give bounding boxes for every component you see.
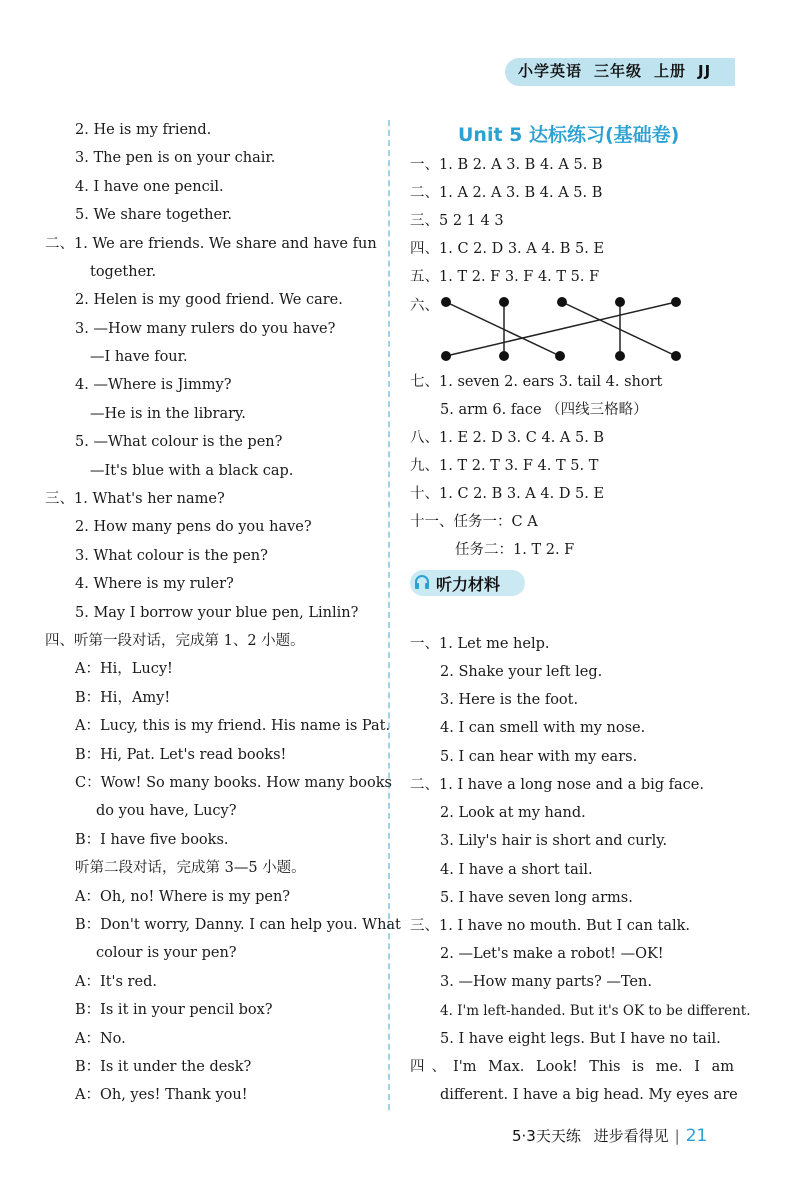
- listening-line: 2. Look at my hand.: [440, 805, 586, 821]
- left-line: B：Hi，Amy!: [75, 690, 171, 706]
- listening-line: 5. I have seven long arms.: [440, 890, 633, 906]
- left-line: 2. He is my friend.: [75, 122, 212, 138]
- listening-line: 3. —How many parts? —Ten.: [440, 974, 652, 990]
- left-line: 3. —How many rulers do you have?: [75, 321, 336, 337]
- match-line: [562, 302, 676, 356]
- left-line: A：It's red.: [75, 974, 157, 990]
- left-line: B：Is it under the desk?: [75, 1059, 252, 1075]
- left-line: A：Oh, yes! Thank you!: [75, 1087, 248, 1103]
- left-line: 四、听第一段对话，完成第 1、2 小题。: [45, 633, 305, 649]
- answer-line: 5. arm 6. face （四线三格略）: [440, 402, 648, 418]
- listening-line: 5. I can hear with my ears.: [440, 749, 638, 765]
- left-line: 二、1. We are friends. We share and have fun: [45, 236, 377, 252]
- matching-diagram: [430, 290, 690, 370]
- unit-title: Unit 5 达标练习(基础卷): [458, 124, 680, 146]
- answer-line: 一、1. B 2. A 3. B 4. A 5. B: [410, 157, 603, 173]
- answer-line: 任务二：1. T 2. F: [455, 542, 575, 558]
- answer-line: 十、1. C 2. B 3. A 4. D 5. E: [410, 486, 605, 502]
- left-line: 三、1. What's her name?: [45, 491, 225, 507]
- listening-line: 4. I'm left-handed. But it's OK to be different.: [440, 1003, 751, 1019]
- listening-line: 四、I'm Max. Look! This is me. I am: [410, 1059, 734, 1075]
- answer-line: 八、1. E 2. D 3. C 4. A 5. B: [410, 430, 605, 446]
- answer-line: 六、: [410, 298, 439, 314]
- listening-line: different. I have a big head. My eyes are: [440, 1087, 738, 1103]
- headphones-icon: [414, 574, 430, 590]
- match-dot: [555, 351, 565, 361]
- answer-line: 五、1. T 2. F 3. F 4. T 5. F: [410, 269, 600, 285]
- left-line: 听第二段对话，完成第 3—5 小题。: [75, 860, 306, 876]
- page-footer: [512, 1125, 707, 1146]
- left-line: 2. How many pens do you have?: [75, 519, 312, 535]
- match-dot: [441, 297, 451, 307]
- listening-line: 2. —Let's make a robot! —OK!: [440, 946, 664, 962]
- listening-line: 3. Here is the foot.: [440, 692, 579, 708]
- footer-separator: |: [674, 1127, 680, 1145]
- match-dot: [499, 351, 509, 361]
- header-subject: 小学英语: [518, 62, 583, 80]
- answer-line: 二、1. A 2. A 3. B 4. A 5. B: [410, 185, 603, 201]
- left-line: A：Hi，Lucy!: [75, 661, 173, 677]
- column-divider: [388, 120, 390, 1110]
- header-volume: 上册: [654, 62, 687, 80]
- match-dot: [615, 351, 625, 361]
- listening-line: 三、1. I have no mouth. But I can talk.: [410, 918, 691, 934]
- match-dot: [671, 351, 681, 361]
- footer-slogan: 进步看得见: [593, 1127, 669, 1145]
- answer-line: 九、1. T 2. T 3. F 4. T 5. T: [410, 458, 599, 474]
- left-line: B：I have five books.: [75, 832, 229, 848]
- match-line: [446, 302, 560, 356]
- left-line: B：Hi, Pat. Let's read books!: [75, 747, 287, 763]
- left-line: 3. What colour is the pen?: [75, 548, 268, 564]
- left-line: —I have four.: [90, 349, 188, 365]
- left-line: 2. Helen is my good friend. We care.: [75, 292, 343, 308]
- left-line: A：No.: [75, 1031, 126, 1047]
- listening-line: 一、1. Let me help.: [410, 636, 550, 652]
- left-line: A：Oh, no! Where is my pen?: [75, 889, 291, 905]
- left-line: 5. May I borrow your blue pen, Linlin?: [75, 605, 359, 621]
- answer-line: 七、1. seven 2. ears 3. tail 4. short: [410, 374, 663, 390]
- left-line: —It's blue with a black cap.: [90, 463, 294, 479]
- left-line: 3. The pen is on your chair.: [75, 150, 276, 166]
- left-line: together.: [90, 264, 157, 280]
- left-line: 4. —Where is Jimmy?: [75, 377, 232, 393]
- footer-series: 5·3天天练: [512, 1127, 581, 1145]
- header-edition: JJ: [698, 62, 712, 80]
- match-dot: [557, 297, 567, 307]
- left-line: 5. —What colour is the pen?: [75, 434, 283, 450]
- match-dot: [499, 297, 509, 307]
- listening-line: 4. I have a short tail.: [440, 862, 593, 878]
- answer-line: 十一、任务一：C A: [410, 514, 538, 530]
- left-line: B：Don't worry, Danny. I can help you. What: [75, 917, 401, 933]
- page-number: 21: [685, 1126, 708, 1146]
- header-label: [518, 60, 723, 81]
- left-line: 4. Where is my ruler?: [75, 576, 234, 592]
- header-grade: 三年级: [594, 62, 643, 80]
- listening-line: 3. Lily's hair is short and curly.: [440, 833, 668, 849]
- match-dot: [441, 351, 451, 361]
- left-line: do you have, Lucy?: [96, 803, 237, 819]
- answer-line: 四、1. C 2. D 3. A 4. B 5. E: [410, 241, 605, 257]
- match-dot: [671, 297, 681, 307]
- match-line: [446, 302, 676, 356]
- left-line: colour is your pen?: [96, 945, 237, 961]
- listening-line: 5. I have eight legs. But I have no tail.: [440, 1031, 721, 1047]
- match-dot: [615, 297, 625, 307]
- left-line: B：Is it in your pencil box?: [75, 1002, 273, 1018]
- answer-line: 三、5 2 1 4 3: [410, 213, 504, 229]
- left-line: —He is in the library.: [90, 406, 246, 422]
- left-line: A：Lucy, this is my friend. His name is Pat.: [75, 718, 391, 734]
- left-line: 5. We share together.: [75, 207, 233, 223]
- listening-line: 4. I can smell with my nose.: [440, 720, 646, 736]
- listening-title: 听力材料: [436, 575, 501, 594]
- left-line: C：Wow! So many books. How many books: [75, 775, 392, 791]
- left-line: 4. I have one pencil.: [75, 179, 224, 195]
- listening-line: 2. Shake your left leg.: [440, 664, 603, 680]
- listening-line: 二、1. I have a long nose and a big face.: [410, 777, 704, 793]
